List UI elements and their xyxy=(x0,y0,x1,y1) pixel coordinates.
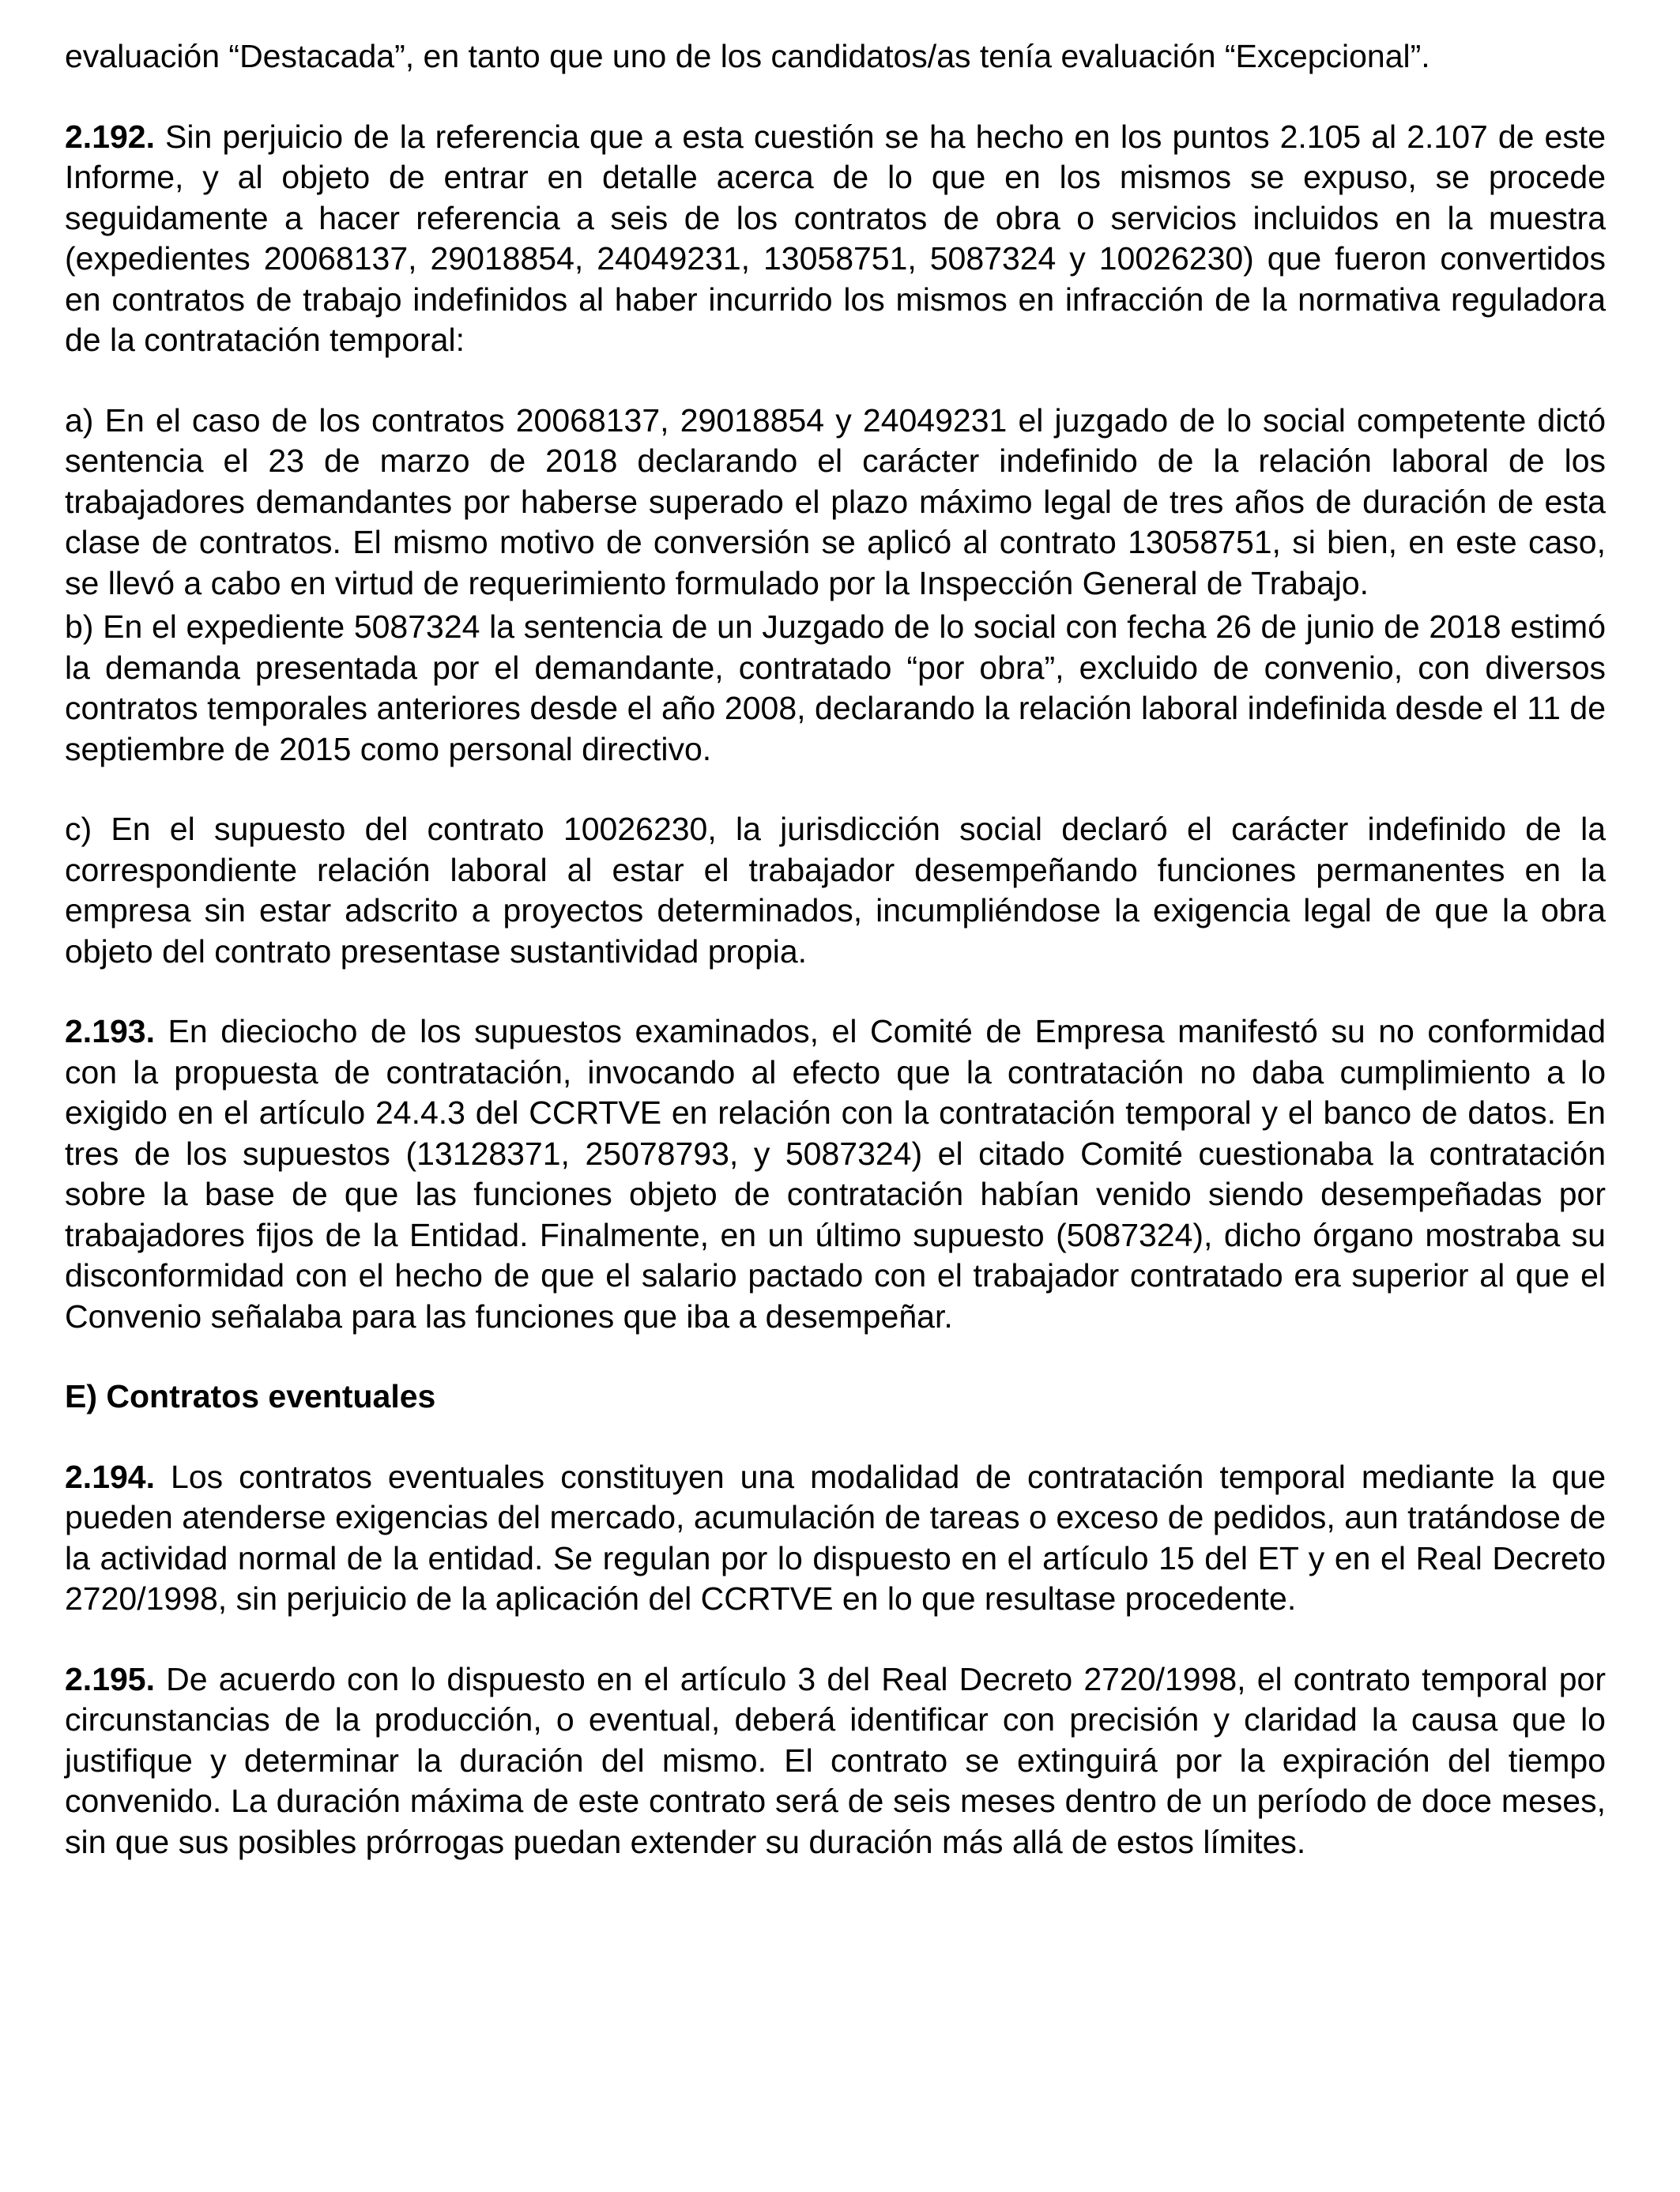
paragraph-number: 2.192. xyxy=(65,118,155,155)
paragraph-number: 2.195. xyxy=(65,1660,155,1697)
item-c: c) En el supuesto del contrato 10026230, la jurisdicción social declaró el carácter indefinido de la correspondiente relación laboral al estar el trabajador desempeñando funciones permanentes en la empresa sin estar adscrito a proyectos determinados, incumpliéndose la exigencia legal de que la obra objeto del contrato presentase sustantividad propia. xyxy=(65,811,1606,970)
paragraph-2-195 xyxy=(65,1659,1606,1863)
paragraph-continuation: evaluación “Destacada”, en tanto que uno de los candidatos/as tenía evaluación “Excepcional”. xyxy=(65,38,1430,74)
paragraph-2-192 xyxy=(65,117,1606,361)
paragraph-number: 2.194. xyxy=(65,1458,155,1495)
paragraph-2-193 xyxy=(65,1011,1606,1337)
paragraph-text: En dieciocho de los supuestos examinados, el Comité de Empresa manifestó su no conformidad con la propuesta de contratación, invocando al efecto que la contratación no daba cumplimiento a lo exigido en el artículo 24.4.3 del CCRTVE en relación con la contratación temporal y el banco de datos. En tres de los supuestos (13128371, 25078793, y 5087324) el citado Comité cuestionaba la contratación sobre la base de que las funciones objeto de contratación habían venido siendo desempeñadas por trabajadores fijos de la Entidad. Finalmente, en un último supuesto (5087324), dicho órgano mostraba su disconformidad con el hecho de que el salario pactado con el trabajador contratado era superior al que el Convenio señalaba para las funciones que iba a desempeñar. xyxy=(65,1013,1606,1335)
paragraph-text: Los contratos eventuales constituyen una modalidad de contratación temporal mediante la que pueden atenderse exigencias del mercado, acumulación de tareas o exceso de pedidos, aun tratándose de la actividad normal de la entidad. Se regulan por lo dispuesto en el artículo 15 del ET y en el Real Decreto 2720/1998, sin perjuicio de la aplicación del CCRTVE en lo que resultase procedente. xyxy=(65,1458,1606,1617)
paragraph-text: De acuerdo con lo dispuesto en el artículo 3 del Real Decreto 2720/1998, el contrato temporal por circunstancias de la producción, o eventual, deberá identificar con precisión y claridad la causa que lo justifique y determinar la duración del mismo. El contrato se extinguirá por la expiración del tiempo convenido. La duración máxima de este contrato será de seis meses dentro de un período de doce meses, sin que sus posibles prórrogas puedan extender su duración más allá de estos límites. xyxy=(65,1660,1606,1860)
paragraph-number: 2.193. xyxy=(65,1013,155,1049)
item-b: b) En el expediente 5087324 la sentencia de un Juzgado de lo social con fecha 26 de junio de 2018 estimó la demanda presentada por el demandante, contratado “por obra”, excluido de convenio, con diversos contratos temporales anteriores desde el año 2008, declarando la relación laboral indefinida desde el 11 de septiembre de 2015 como personal directivo. xyxy=(65,608,1606,767)
document-page xyxy=(65,36,1606,1862)
section-heading: E) Contratos eventuales xyxy=(65,1378,436,1414)
item-a: a) En el caso de los contratos 20068137, 29018854 y 24049231 el juzgado de lo social competente dictó sentencia el 23 de marzo de 2018 declarando el carácter indefinido de la relación laboral de los trabajadores demandantes por haberse superado el plazo máximo legal de tres años de duración de esta clase de contratos. El mismo motivo de conversión se aplicó al contrato 13058751, si bien, en este caso, se llevó a cabo en virtud de requerimiento formulado por la Inspección General de Trabajo. xyxy=(65,401,1606,601)
paragraph-text: Sin perjuicio de la referencia que a esta cuestión se ha hecho en los puntos 2.105 al 2.107 de este Informe, y al objeto de entrar en detalle acerca de lo que en los mismos se expuso, se procede seguidamente a hacer referencia a seis de los contratos de obra o servicios incluidos en la muestra (expedientes 20068137, 29018854, 24049231, 13058751, 5087324 y 10026230) que fueron convertidos en contratos de trabajo indefinidos al haber incurrido los mismos en infracción de la normativa reguladora de la contratación temporal: xyxy=(65,118,1606,358)
paragraph-2-194 xyxy=(65,1457,1606,1620)
